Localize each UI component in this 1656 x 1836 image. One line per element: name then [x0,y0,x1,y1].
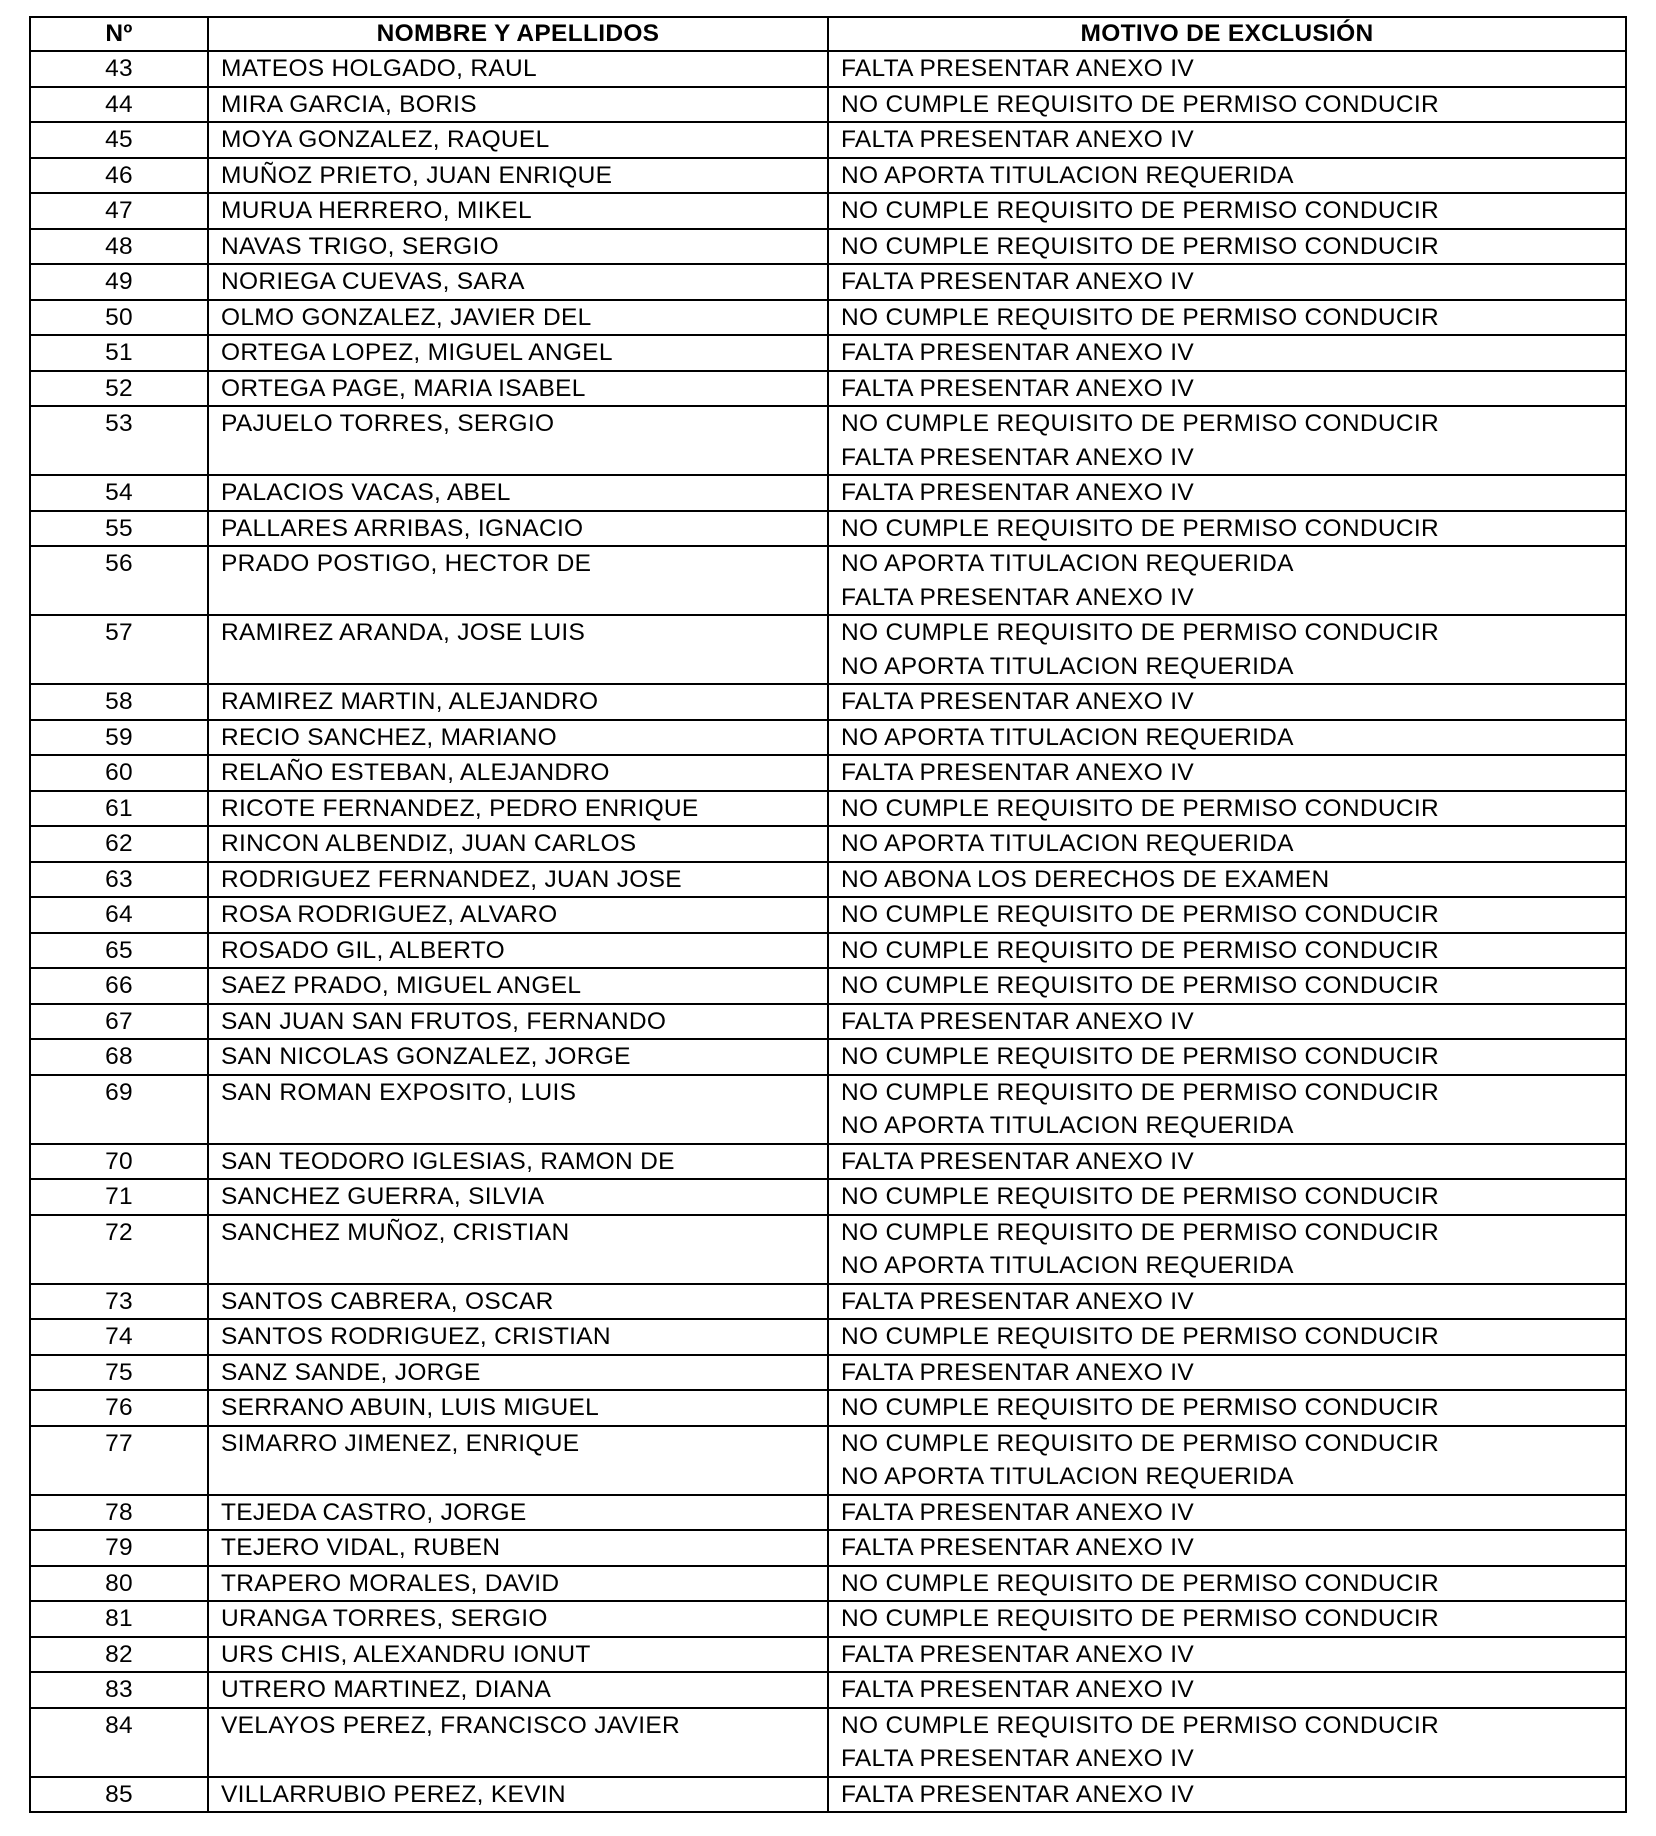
row-number-cell: 47 [30,193,208,229]
exclusion-reason-text: NO ABONA LOS DERECHOS DE EXAMEN [841,865,1330,893]
exclusion-reason-cell [828,193,1626,229]
applicant-name-cell: VELAYOS PEREZ, FRANCISCO JAVIER [208,1708,828,1777]
table-row [30,1144,1626,1180]
exclusion-reason-cell [828,755,1626,791]
exclusion-reason-text: NO CUMPLE REQUISITO DE PERMISO CONDUCIR [841,1323,1439,1350]
exclusion-reason-text: NO CUMPLE REQUISITO DE PERMISO CONDUCIR [841,197,1439,224]
exclusion-reason-text: NO CUMPLE REQUISITO DE PERMISO CONDUCIR [841,619,1439,646]
table-row [30,826,1626,862]
applicant-name-cell: SANZ SANDE, JORGE [208,1355,828,1391]
exclusion-reason-text: FALTA PRESENTAR ANEXO IV [841,126,1195,153]
exclusion-reason-text: NO CUMPLE REQUISITO DE PERMISO CONDUCIR [841,1043,1439,1070]
row-number-cell: 74 [30,1319,208,1355]
exclusion-reason-cell [828,826,1626,862]
applicant-name-cell: SERRANO ABUIN, LUIS MIGUEL [208,1390,828,1426]
exclusion-reason-text: FALTA PRESENTAR ANEXO IV [841,1498,1195,1526]
applicant-name-cell: URANGA TORRES, SERGIO [208,1601,828,1637]
exclusion-reason-text: NO APORTA TITULACION REQUERIDA [841,723,1294,751]
exclusion-reason-cell [828,1004,1626,1040]
row-number-cell: 69 [30,1075,208,1144]
table-row [30,193,1626,229]
applicant-name-cell: SANCHEZ GUERRA, SILVIA [208,1179,828,1215]
row-number-cell: 51 [30,335,208,371]
applicant-name-cell: SANTOS CABRERA, OSCAR [208,1284,828,1320]
exclusion-reason-text: FALTA PRESENTAR ANEXO IV [841,1358,1195,1386]
exclusion-reason-cell [828,720,1626,756]
applicant-name-cell: TEJERO VIDAL, RUBEN [208,1530,828,1566]
exclusion-reason-cell [828,475,1626,511]
table-row [30,511,1626,547]
table-row [30,720,1626,756]
exclusion-reason-cell [828,1179,1626,1215]
table-row [30,406,1626,475]
row-number-cell: 67 [30,1004,208,1040]
exclusion-reason-cell [828,335,1626,371]
applicant-name-cell: UTRERO MARTINEZ, DIANA [208,1672,828,1708]
exclusion-reason-text: FALTA PRESENTAR ANEXO IV [841,443,1195,471]
table-row [30,158,1626,194]
table-row [30,300,1626,336]
table-row [30,791,1626,827]
row-number-cell: 82 [30,1637,208,1673]
exclusion-reason-text: FALTA PRESENTAR ANEXO IV [841,339,1195,366]
exclusion-reason-text: NO CUMPLE REQUISITO DE PERMISO CONDUCIR [841,232,1439,260]
exclusion-reason-text: NO APORTA TITULACION REQUERIDA [841,652,1294,680]
row-number-cell: 54 [30,475,208,511]
exclusion-table [29,16,1627,1813]
exclusion-reason-cell [828,1637,1626,1673]
row-number-cell: 49 [30,264,208,300]
exclusion-reason-cell [828,1530,1626,1566]
table-row [30,51,1626,87]
row-number-cell: 77 [30,1426,208,1495]
exclusion-reason-cell [828,300,1626,336]
exclusion-reason-text: NO CUMPLE REQUISITO DE PERMISO CONDUCIR [841,1218,1439,1246]
applicant-name-cell: MURUA HERRERO, MIKEL [208,193,828,229]
applicant-name-cell: MIRA GARCIA, BORIS [208,87,828,123]
table-row [30,122,1626,158]
table-row [30,897,1626,933]
row-number-cell: 75 [30,1355,208,1391]
applicant-name-cell: TRAPERO MORALES, DAVID [208,1566,828,1602]
applicant-name-cell: SANTOS RODRIGUEZ, CRISTIAN [208,1319,828,1355]
exclusion-reason-cell [828,51,1626,87]
applicant-name-cell: VILLARRUBIO PEREZ, KEVIN [208,1777,828,1813]
applicant-name-cell: NAVAS TRIGO, SERGIO [208,229,828,265]
applicant-name-cell: PALACIOS VACAS, ABEL [208,475,828,511]
row-number-cell: 60 [30,755,208,791]
table-row [30,968,1626,1004]
row-number-cell: 50 [30,300,208,336]
row-number-cell: 59 [30,720,208,756]
exclusion-reason-cell [828,1708,1626,1777]
row-number-cell: 65 [30,933,208,969]
row-number-cell: 57 [30,615,208,684]
exclusion-reason-cell [828,862,1626,898]
exclusion-reason-cell [828,684,1626,720]
applicant-name-cell: SAN ROMAN EXPOSITO, LUIS [208,1075,828,1144]
applicant-name-cell: RAMIREZ MARTIN, ALEJANDRO [208,684,828,720]
exclusion-reason-cell [828,791,1626,827]
applicant-name-cell: PAJUELO TORRES, SERGIO [208,406,828,475]
row-number-cell: 84 [30,1708,208,1777]
row-number-cell: 56 [30,546,208,615]
table-row [30,1075,1626,1144]
row-number-cell: 80 [30,1566,208,1602]
applicant-name-cell: ORTEGA PAGE, MARIA ISABEL [208,371,828,407]
row-number-cell: 85 [30,1777,208,1813]
exclusion-reason-cell [828,406,1626,475]
exclusion-reason-text: FALTA PRESENTAR ANEXO IV [841,1007,1195,1035]
applicant-name-cell: PALLARES ARRIBAS, IGNACIO [208,511,828,547]
exclusion-reason-cell [828,264,1626,300]
table-row [30,475,1626,511]
exclusion-reason-cell [828,1319,1626,1355]
exclusion-reason-text: FALTA PRESENTAR ANEXO IV [841,1534,1195,1561]
row-number-cell: 66 [30,968,208,1004]
exclusion-reason-text: FALTA PRESENTAR ANEXO IV [841,1676,1195,1703]
exclusion-reason-cell [828,87,1626,123]
applicant-name-cell: RECIO SANCHEZ, MARIANO [208,720,828,756]
table-row [30,1566,1626,1602]
exclusion-reason-text: NO CUMPLE REQUISITO DE PERMISO CONDUCIR [841,1078,1439,1106]
applicant-name-cell: MOYA GONZALEZ, RAQUEL [208,122,828,158]
exclusion-reason-text: NO CUMPLE REQUISITO DE PERMISO CONDUCIR [841,936,1439,964]
table-row [30,1672,1626,1708]
table-row [30,755,1626,791]
row-number-cell: 58 [30,684,208,720]
exclusion-reason-text: NO APORTA TITULACION REQUERIDA [841,161,1294,189]
row-number-cell: 83 [30,1672,208,1708]
exclusion-reason-text: NO APORTA TITULACION REQUERIDA [841,1463,1294,1490]
row-number-cell: 62 [30,826,208,862]
applicant-name-cell: TEJEDA CASTRO, JORGE [208,1495,828,1531]
applicant-name-cell: RODRIGUEZ FERNANDEZ, JUAN JOSE [208,862,828,898]
exclusion-reason-cell [828,1075,1626,1144]
exclusion-reason-text: NO CUMPLE REQUISITO DE PERMISO CONDUCIR [841,514,1439,542]
applicant-name-cell: MUÑOZ PRIETO, JUAN ENRIQUE [208,158,828,194]
exclusion-reason-text: FALTA PRESENTAR ANEXO IV [841,583,1195,611]
table-row [30,264,1626,300]
exclusion-reason-cell [828,615,1626,684]
exclusion-reason-cell [828,1566,1626,1602]
exclusion-reason-cell [828,229,1626,265]
exclusion-reason-text: NO CUMPLE REQUISITO DE PERMISO CONDUCIR [841,901,1439,928]
header-row [30,17,1626,51]
exclusion-reason-text: NO CUMPLE REQUISITO DE PERMISO CONDUCIR [841,303,1439,331]
exclusion-reason-text: NO APORTA TITULACION REQUERIDA [841,830,1294,857]
applicant-name-cell: RAMIREZ ARANDA, JOSE LUIS [208,615,828,684]
applicant-name-cell: RINCON ALBENDIZ, JUAN CARLOS [208,826,828,862]
exclusion-reason-text: FALTA PRESENTAR ANEXO IV [841,759,1195,786]
row-number-cell: 46 [30,158,208,194]
row-number-cell: 71 [30,1179,208,1215]
exclusion-reason-cell [828,1355,1626,1391]
exclusion-reason-cell [828,1144,1626,1180]
row-number-cell: 53 [30,406,208,475]
row-number-cell: 73 [30,1284,208,1320]
exclusion-reason-text: NO CUMPLE REQUISITO DE PERMISO CONDUCIR [841,1711,1439,1739]
exclusion-reason-cell [828,933,1626,969]
table-row [30,1179,1626,1215]
table-row [30,1355,1626,1391]
table-row [30,1426,1626,1495]
exclusion-reason-text: FALTA PRESENTAR ANEXO IV [841,1287,1195,1315]
exclusion-reason-cell [828,122,1626,158]
exclusion-reason-text: NO APORTA TITULACION REQUERIDA [841,550,1294,577]
table-row [30,862,1626,898]
table-row [30,229,1626,265]
table-row [30,1601,1626,1637]
applicant-name-cell: SANCHEZ MUÑOZ, CRISTIAN [208,1215,828,1284]
exclusion-reason-cell [828,897,1626,933]
row-number-cell: 48 [30,229,208,265]
exclusion-reason-cell [828,158,1626,194]
column-header-reason: MOTIVO DE EXCLUSIÓN [828,17,1626,51]
exclusion-reason-text: FALTA PRESENTAR ANEXO IV [841,1745,1195,1772]
exclusion-reason-text: NO CUMPLE REQUISITO DE PERMISO CONDUCIR [841,1569,1439,1597]
exclusion-reason-cell [828,1426,1626,1495]
row-number-cell: 79 [30,1530,208,1566]
table-row [30,1039,1626,1075]
applicant-name-cell: SAN NICOLAS GONZALEZ, JORGE [208,1039,828,1075]
column-header-name: NOMBRE Y APELLIDOS [208,17,828,51]
applicant-name-cell: ROSA RODRIGUEZ, ALVARO [208,897,828,933]
table-row [30,87,1626,123]
exclusion-reason-text: FALTA PRESENTAR ANEXO IV [841,688,1195,715]
table-row [30,1777,1626,1813]
row-number-cell: 61 [30,791,208,827]
table-row [30,335,1626,371]
exclusion-reason-text: NO APORTA TITULACION REQUERIDA [841,1252,1294,1279]
applicant-name-cell: ROSADO GIL, ALBERTO [208,933,828,969]
applicant-name-cell: SAEZ PRADO, MIGUEL ANGEL [208,968,828,1004]
exclusion-reason-cell [828,968,1626,1004]
applicant-name-cell: MATEOS HOLGADO, RAUL [208,51,828,87]
exclusion-reason-text: NO CUMPLE REQUISITO DE PERMISO CONDUCIR [841,972,1439,999]
exclusion-reason-cell [828,1284,1626,1320]
exclusion-reason-cell [828,1777,1626,1813]
row-number-cell: 63 [30,862,208,898]
table-body [30,51,1626,1812]
applicant-name-cell: NORIEGA CUEVAS, SARA [208,264,828,300]
exclusion-reason-text: FALTA PRESENTAR ANEXO IV [841,1780,1195,1808]
table-row [30,546,1626,615]
exclusion-reason-text: FALTA PRESENTAR ANEXO IV [841,1147,1195,1175]
row-number-cell: 52 [30,371,208,407]
table-row [30,1390,1626,1426]
table-row [30,1215,1626,1284]
row-number-cell: 55 [30,511,208,547]
exclusion-reason-text: NO CUMPLE REQUISITO DE PERMISO CONDUCIR [841,1605,1439,1632]
exclusion-reason-text: FALTA PRESENTAR ANEXO IV [841,1640,1195,1668]
applicant-name-cell: ORTEGA LOPEZ, MIGUEL ANGEL [208,335,828,371]
row-number-cell: 81 [30,1601,208,1637]
table-row [30,1637,1626,1673]
exclusion-reason-text: NO APORTA TITULACION REQUERIDA [841,1112,1294,1139]
exclusion-reason-text: FALTA PRESENTAR ANEXO IV [841,268,1195,295]
row-number-cell: 70 [30,1144,208,1180]
exclusion-reason-cell [828,1601,1626,1637]
row-number-cell: 64 [30,897,208,933]
exclusion-reason-cell [828,371,1626,407]
table-row [30,933,1626,969]
applicant-name-cell: SIMARRO JIMENEZ, ENRIQUE [208,1426,828,1495]
applicant-name-cell: SAN TEODORO IGLESIAS, RAMON DE [208,1144,828,1180]
applicant-name-cell: SAN JUAN SAN FRUTOS, FERNANDO [208,1004,828,1040]
exclusion-reason-text: NO CUMPLE REQUISITO DE PERMISO CONDUCIR [841,1394,1439,1421]
row-number-cell: 78 [30,1495,208,1531]
exclusion-reason-cell [828,1390,1626,1426]
exclusion-reason-cell [828,511,1626,547]
applicant-name-cell: PRADO POSTIGO, HECTOR DE [208,546,828,615]
exclusion-reason-text: FALTA PRESENTAR ANEXO IV [841,55,1195,82]
row-number-cell: 44 [30,87,208,123]
exclusion-reason-text: NO CUMPLE REQUISITO DE PERMISO CONDUCIR [841,410,1439,437]
exclusion-reason-text: FALTA PRESENTAR ANEXO IV [841,374,1195,402]
row-number-cell: 45 [30,122,208,158]
table-row [30,1284,1626,1320]
applicant-name-cell: URS CHIS, ALEXANDRU IONUT [208,1637,828,1673]
exclusion-reason-text: FALTA PRESENTAR ANEXO IV [841,479,1195,506]
table-row [30,615,1626,684]
exclusion-reason-cell [828,1215,1626,1284]
exclusion-reason-cell [828,546,1626,615]
row-number-cell: 76 [30,1390,208,1426]
applicant-name-cell: RICOTE FERNANDEZ, PEDRO ENRIQUE [208,791,828,827]
exclusion-reason-text: NO CUMPLE REQUISITO DE PERMISO CONDUCIR [841,1183,1439,1210]
exclusion-reason-text: NO CUMPLE REQUISITO DE PERMISO CONDUCIR [841,794,1439,822]
table-row [30,1004,1626,1040]
exclusion-reason-text: NO CUMPLE REQUISITO DE PERMISO CONDUCIR [841,90,1439,118]
applicant-name-cell: RELAÑO ESTEBAN, ALEJANDRO [208,755,828,791]
exclusion-reason-cell [828,1039,1626,1075]
row-number-cell: 72 [30,1215,208,1284]
table-row [30,684,1626,720]
applicant-name-cell: OLMO GONZALEZ, JAVIER DEL [208,300,828,336]
row-number-cell: 43 [30,51,208,87]
exclusion-reason-text: NO CUMPLE REQUISITO DE PERMISO CONDUCIR [841,1429,1439,1457]
table-row [30,1495,1626,1531]
exclusion-reason-cell [828,1672,1626,1708]
table-row [30,1319,1626,1355]
table-row [30,1708,1626,1777]
row-number-cell: 68 [30,1039,208,1075]
table-row [30,371,1626,407]
column-header-number: Nº [30,17,208,51]
table-row [30,1530,1626,1566]
table-header [30,17,1626,51]
exclusion-reason-cell [828,1495,1626,1531]
